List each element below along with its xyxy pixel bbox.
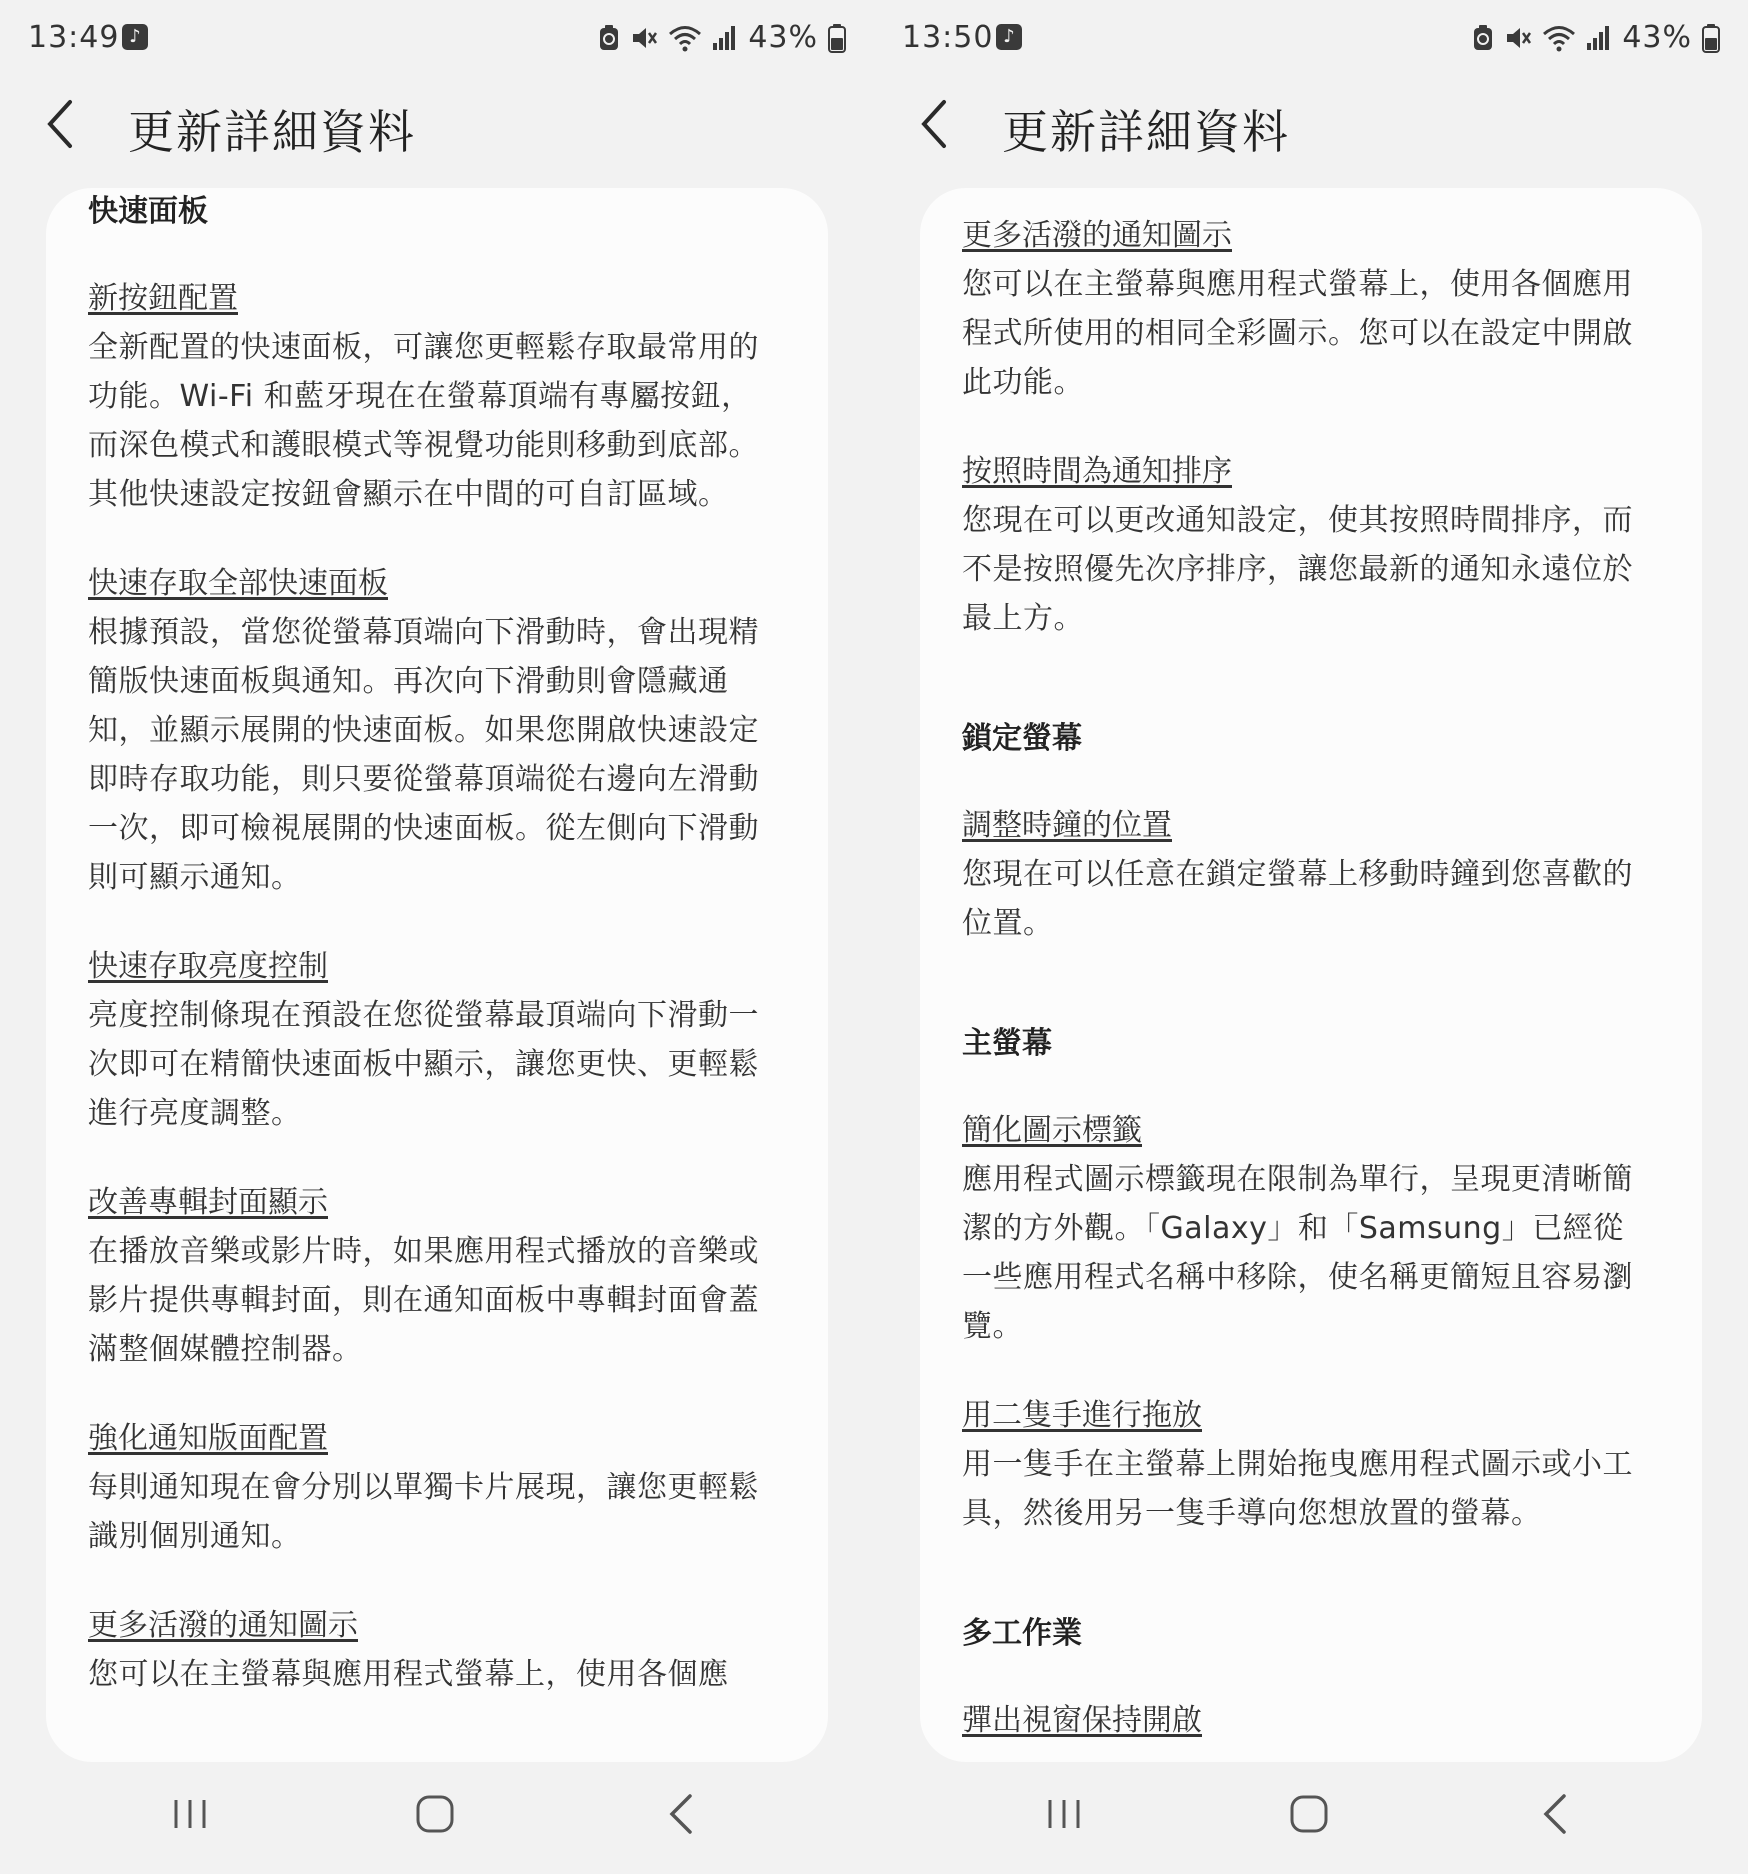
item-body-album-art: 在播放音樂或影片時，如果應用程式播放的音樂或影片提供專輯封面，則在通知面板中專輯封面會蓋滿整個媒體控制器。 bbox=[88, 1234, 759, 1367]
recents-icon[interactable] bbox=[1034, 1784, 1094, 1844]
item-title-simplified-labels[interactable]: 簡化圖示標籤 bbox=[962, 1113, 1142, 1148]
item-body-brightness-control: 亮度控制條現在預設在您從螢幕最頂端向下滑動一次即可在精簡快速面板中顯示，讓您更快、更輕鬆進行亮度調整。 bbox=[88, 998, 759, 1131]
navigation-bar bbox=[874, 1764, 1748, 1874]
section-heading-lock-screen: 鎖定螢幕 bbox=[962, 721, 1082, 756]
page-title: 更新詳細資料 bbox=[128, 105, 416, 159]
battery-percentage: 43% bbox=[1622, 20, 1692, 55]
status-icons bbox=[1472, 20, 1720, 55]
item-body-vivid-icons: 您可以在主螢幕與應用程式螢幕上，使用各個應 bbox=[88, 1657, 729, 1692]
card-content bbox=[88, 192, 778, 1699]
item-body-sort-by-time: 您現在可以更改通知設定，使其按照時間排序，而不是按照優先次序排序，讓您最新的通知永遠位於最上方。 bbox=[962, 503, 1633, 636]
section-heading-home-screen: 主螢幕 bbox=[962, 1026, 1052, 1061]
update-details-card[interactable] bbox=[46, 188, 828, 1762]
navigation-bar bbox=[0, 1764, 874, 1874]
item-body-quick-access-full-panel: 根據預設，當您從螢幕頂端向下滑動時，會出現精簡版快速面板與通知。再次向下滑動則會隱藏通知，並顯示展開的快速面板。如果您開啟快速設定即時存取功能，則只要從螢幕頂端從右邊向左滑動一次，即可檢視展開的快速面板。從左側向下滑動則可顯示通知。 bbox=[88, 615, 759, 895]
signal-icon bbox=[1586, 25, 1612, 51]
card-content bbox=[962, 211, 1652, 1745]
section-heading-multitasking: 多工作業 bbox=[962, 1616, 1082, 1651]
app-header bbox=[914, 94, 1714, 164]
mute-icon bbox=[630, 24, 658, 52]
app-header bbox=[40, 94, 840, 164]
status-time: 13:50 bbox=[902, 20, 994, 55]
page-title: 更新詳細資料 bbox=[1002, 105, 1290, 159]
home-icon[interactable] bbox=[405, 1784, 465, 1844]
media-note-icon: ♪ bbox=[122, 24, 148, 50]
recents-icon[interactable] bbox=[160, 1784, 220, 1844]
status-bar bbox=[902, 14, 1720, 66]
item-title-new-button-layout[interactable]: 新按鈕配置 bbox=[88, 281, 238, 316]
item-title-vivid-icons[interactable]: 更多活潑的通知圖示 bbox=[88, 1608, 358, 1643]
item-body-clock-position: 您現在可以任意在鎖定螢幕上移動時鐘到您喜歡的位置。 bbox=[962, 857, 1633, 941]
item-title-popup-stay-open[interactable]: 彈出視窗保持開啟 bbox=[962, 1703, 1202, 1738]
status-time: 13:49 bbox=[28, 20, 120, 55]
back-button[interactable] bbox=[40, 94, 84, 154]
mute-icon bbox=[1504, 24, 1532, 52]
wifi-icon bbox=[668, 24, 702, 52]
update-details-card[interactable] bbox=[920, 188, 1702, 1762]
home-icon[interactable] bbox=[1279, 1784, 1339, 1844]
item-body-notification-layout: 每則通知現在會分別以單獨卡片展現，讓您更輕鬆識別個別通知。 bbox=[88, 1470, 759, 1554]
status-bar bbox=[28, 14, 846, 66]
item-body-vivid-icons: 您可以在主螢幕與應用程式螢幕上，使用各個應用程式所使用的相同全彩圖示。您可以在設定中開啟此功能。 bbox=[962, 267, 1633, 400]
battery-icon bbox=[828, 23, 846, 53]
item-body-simplified-labels: 應用程式圖示標籤現在限制為單行，呈現更清晰簡潔的方外觀。「Galaxy」和「Samsung」已經從一些應用程式名稱中移除，使名稱更簡短且容易瀏覽。 bbox=[962, 1162, 1633, 1344]
item-title-two-hand-drag[interactable]: 用二隻手進行拖放 bbox=[962, 1398, 1202, 1433]
item-title-notification-layout[interactable]: 強化通知版面配置 bbox=[88, 1421, 328, 1456]
battery-saver-icon bbox=[598, 24, 620, 52]
status-icons bbox=[598, 20, 846, 55]
signal-icon bbox=[712, 25, 738, 51]
back-button[interactable] bbox=[914, 94, 958, 154]
item-body-new-button-layout: 全新配置的快速面板，可讓您更輕鬆存取最常用的功能。Wi-Fi 和藍牙現在在螢幕頂端有專屬按鈕，而深色模式和護眼模式等視覺功能則移動到底部。其他快速設定按鈕會顯示在中間的可自訂區域。 bbox=[88, 330, 759, 512]
battery-icon bbox=[1702, 23, 1720, 53]
item-title-brightness-control[interactable]: 快速存取亮度控制 bbox=[88, 949, 328, 984]
phone-screen-right bbox=[874, 0, 1748, 1874]
nav-back-icon[interactable] bbox=[1526, 1784, 1586, 1844]
section-heading-quick-panel: 快速面板 bbox=[88, 194, 208, 229]
battery-percentage: 43% bbox=[748, 20, 818, 55]
item-title-album-art[interactable]: 改善專輯封面顯示 bbox=[88, 1185, 328, 1220]
nav-back-icon[interactable] bbox=[652, 1784, 712, 1844]
item-title-quick-access-full-panel[interactable]: 快速存取全部快速面板 bbox=[88, 566, 388, 601]
item-title-clock-position[interactable]: 調整時鐘的位置 bbox=[962, 808, 1172, 843]
battery-saver-icon bbox=[1472, 24, 1494, 52]
item-body-two-hand-drag: 用一隻手在主螢幕上開始拖曳應用程式圖示或小工具，然後用另一隻手導向您想放置的螢幕。 bbox=[962, 1447, 1633, 1531]
item-title-sort-by-time[interactable]: 按照時間為通知排序 bbox=[962, 454, 1232, 489]
media-note-icon: ♪ bbox=[996, 24, 1022, 50]
wifi-icon bbox=[1542, 24, 1576, 52]
item-title-vivid-icons[interactable]: 更多活潑的通知圖示 bbox=[962, 218, 1232, 253]
